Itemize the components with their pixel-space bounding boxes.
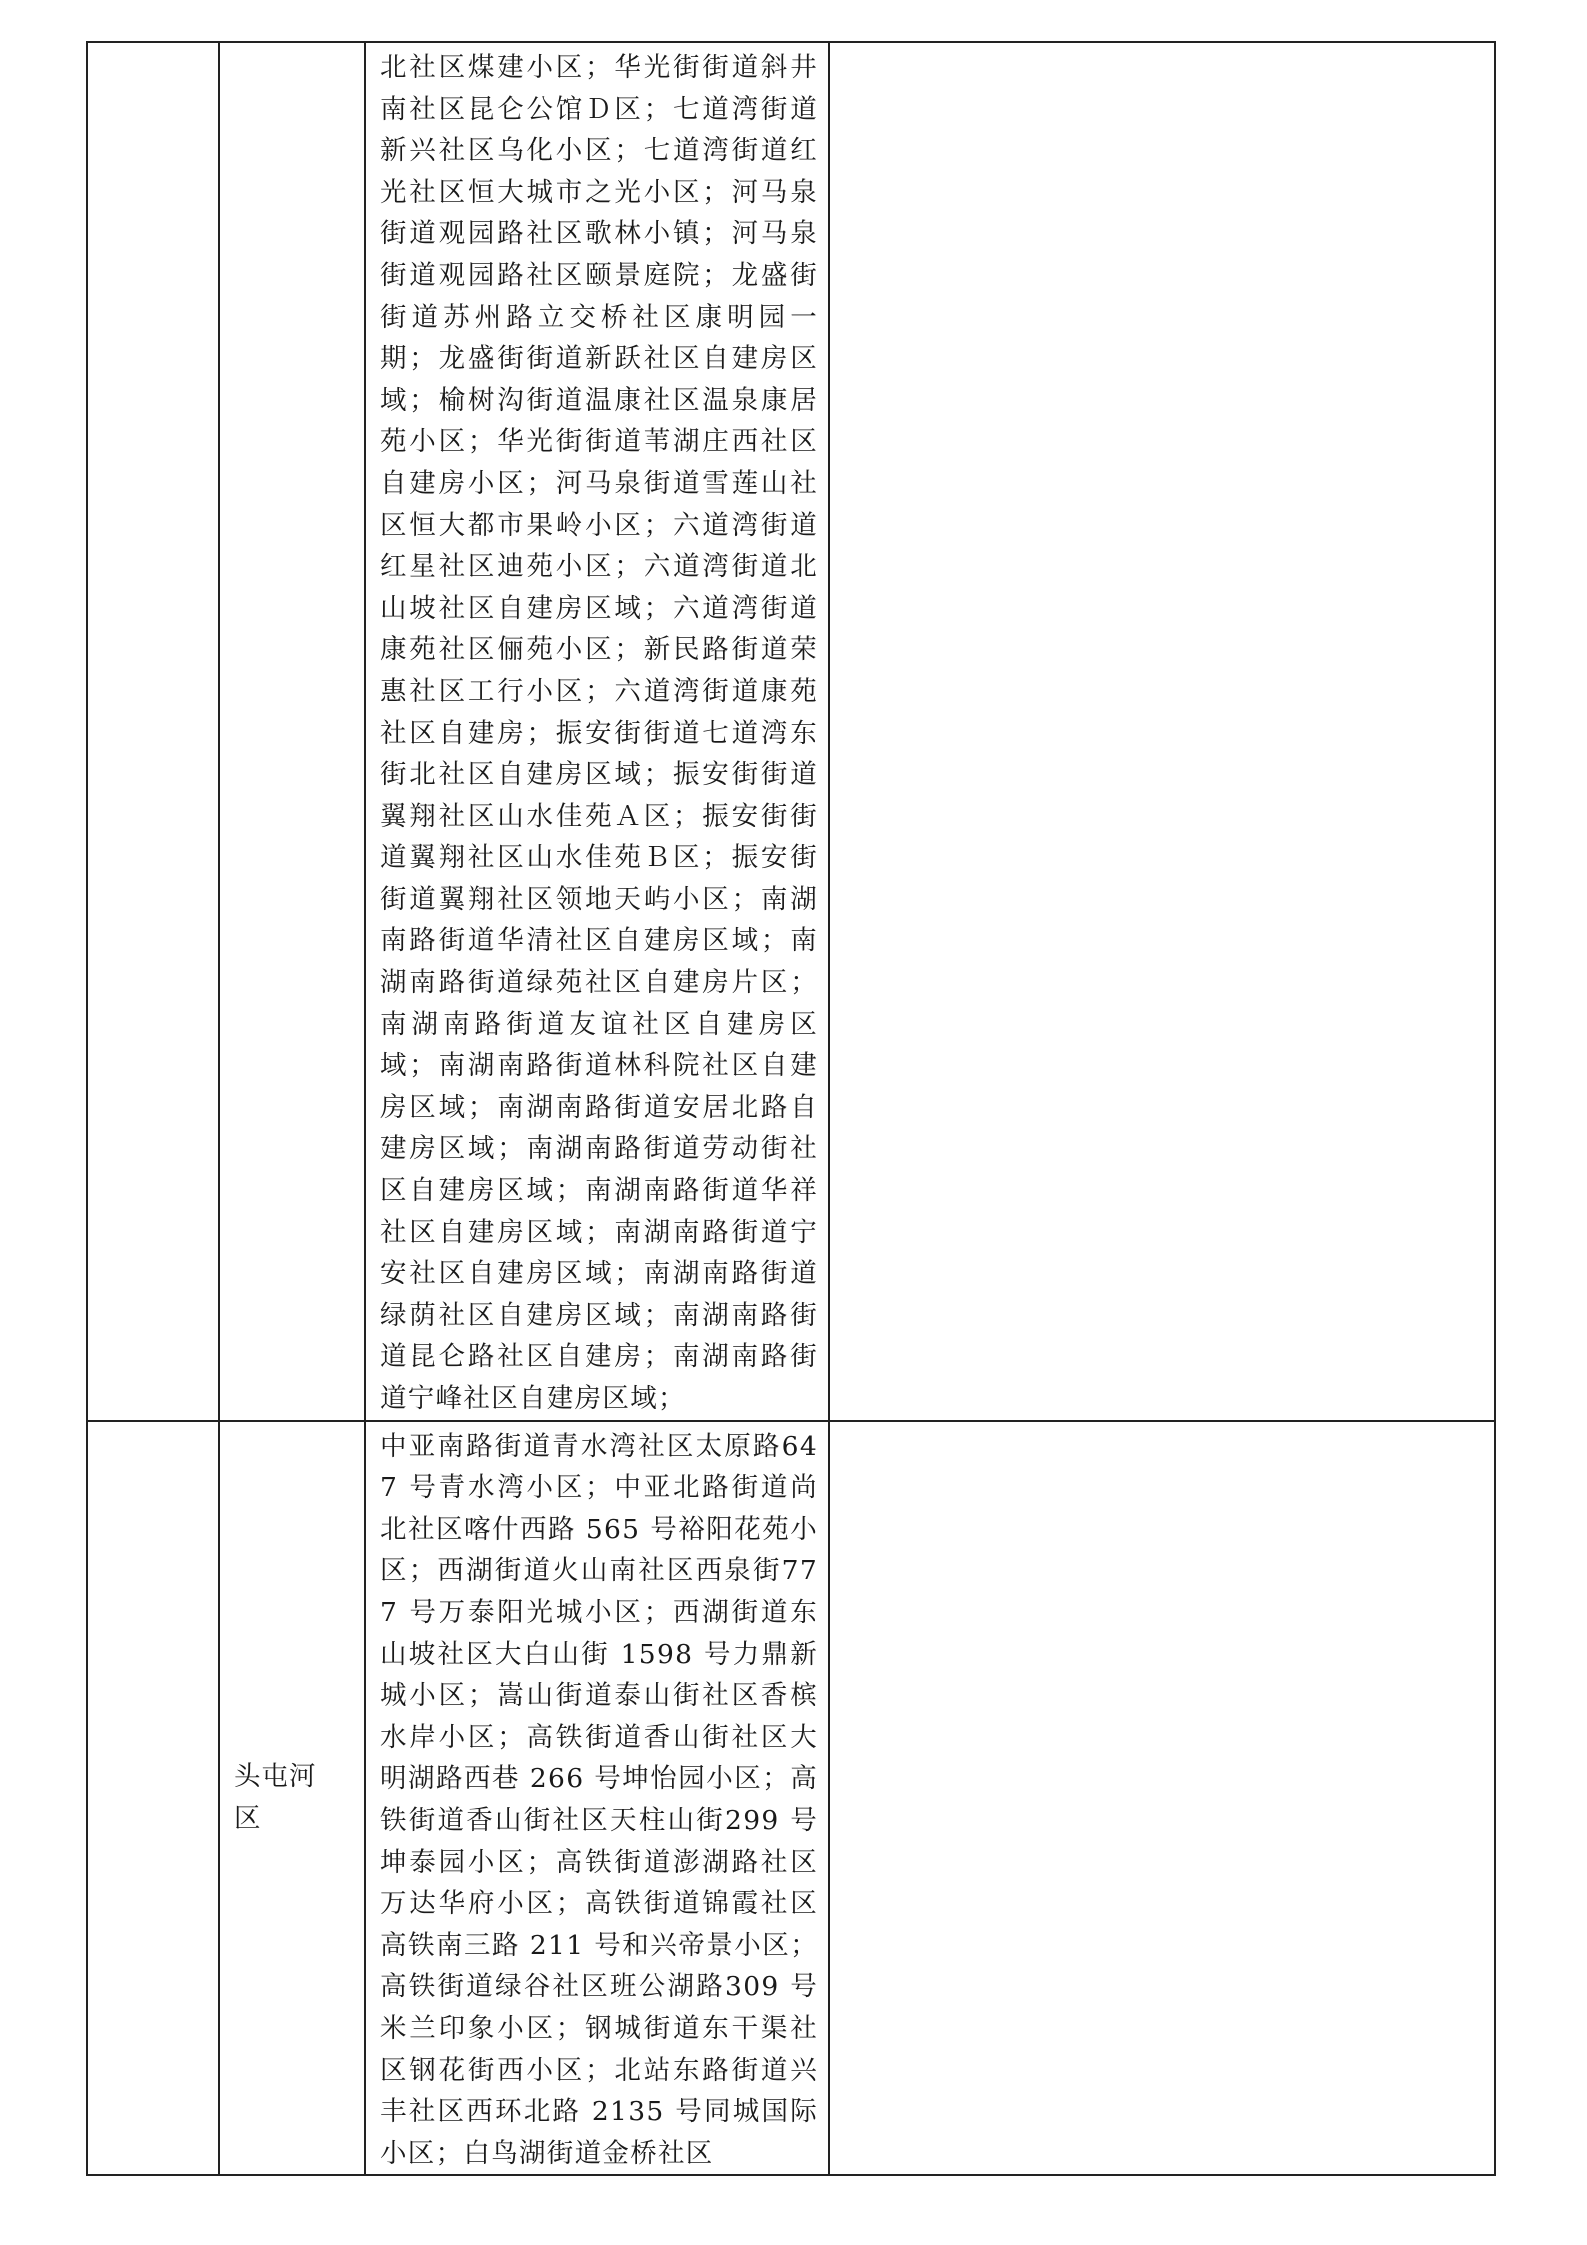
index-cell xyxy=(87,1421,219,2176)
area-list-text: 中亚南路街道青水湾社区太原路647 号青水湾小区；中亚北路街道尚北社区喀什西路 565 号裕阳花苑小区；西湖街道火山南社区西泉街777 号万泰阳光城小区；西湖街道东山坡社区大白山街 1598 号力鼎新城小区；嵩山街道泰山街社区香槟水岸小区；高铁街道香山街社区大明湖路西巷 266 号坤怡园小区；高铁街道香山街社区天柱山街299 号坤泰园小区；高铁街道澎湖路社区万达华府小区；高铁街道锦霞社区高铁南三路 211 号和兴帝景小区；高铁街道绿谷社区班公湖路309 号米兰印象小区；钢城街道东干渠社区钢花街西小区；北站东路街道兴丰社区西环北路 2135 号同城国际小区；白鸟湖街道金桥社区 xyxy=(380,1430,818,2169)
table-row xyxy=(87,42,1495,1421)
district-cell xyxy=(219,42,365,1421)
note-cell xyxy=(829,42,1495,1421)
district-cell xyxy=(219,1421,365,2176)
area-list-cell xyxy=(365,42,829,1421)
district-name: 头屯河区 xyxy=(234,1761,317,1834)
area-list-table xyxy=(86,41,1496,2176)
note-cell xyxy=(829,1421,1495,2176)
index-cell xyxy=(87,42,219,1421)
area-list-text: 北社区煤建小区；华光街街道斜井南社区昆仑公馆Ｄ区；七道湾街道新兴社区乌化小区；七道湾街道红光社区恒大城市之光小区；河马泉街道观园路社区歌林小镇；河马泉街道观园路社区颐景庭院；龙盛街街道苏州路立交桥社区康明园一期；龙盛街街道新跃社区自建房区域；榆树沟街道温康社区温泉康居苑小区；华光街街道苇湖庄西社区自建房小区；河马泉街道雪莲山社区恒大都市果岭小区；六道湾街道红星社区迪苑小区；六道湾街道北山坡社区自建房区域；六道湾街道康苑社区俪苑小区；新民路街道荣惠社区工行小区；六道湾街道康苑社区自建房；振安街街道七道湾东街北社区自建房区域；振安街街道翼翔社区山水佳苑Ａ区；振安街街道翼翔社区山水佳苑Ｂ区；振安街街道翼翔社区领地天屿小区；南湖南路街道华清社区自建房区域；南湖南路街道绿苑社区自建房片区；南湖南路街道友谊社区自建房区域；南湖南路街道林科院社区自建房区域；南湖南路街道安居北路自建房区域；南湖南路街道劳动街社区自建房区域；南湖南路街道华祥社区自建房区域；南湖南路街道宁安社区自建房区域；南湖南路街道绿荫社区自建房区域；南湖南路街道昆仑路社区自建房；南湖南路街道宁峰社区自建房区域； xyxy=(380,52,818,1414)
table-row xyxy=(87,1421,1495,2176)
area-list-cell xyxy=(365,1421,829,2176)
